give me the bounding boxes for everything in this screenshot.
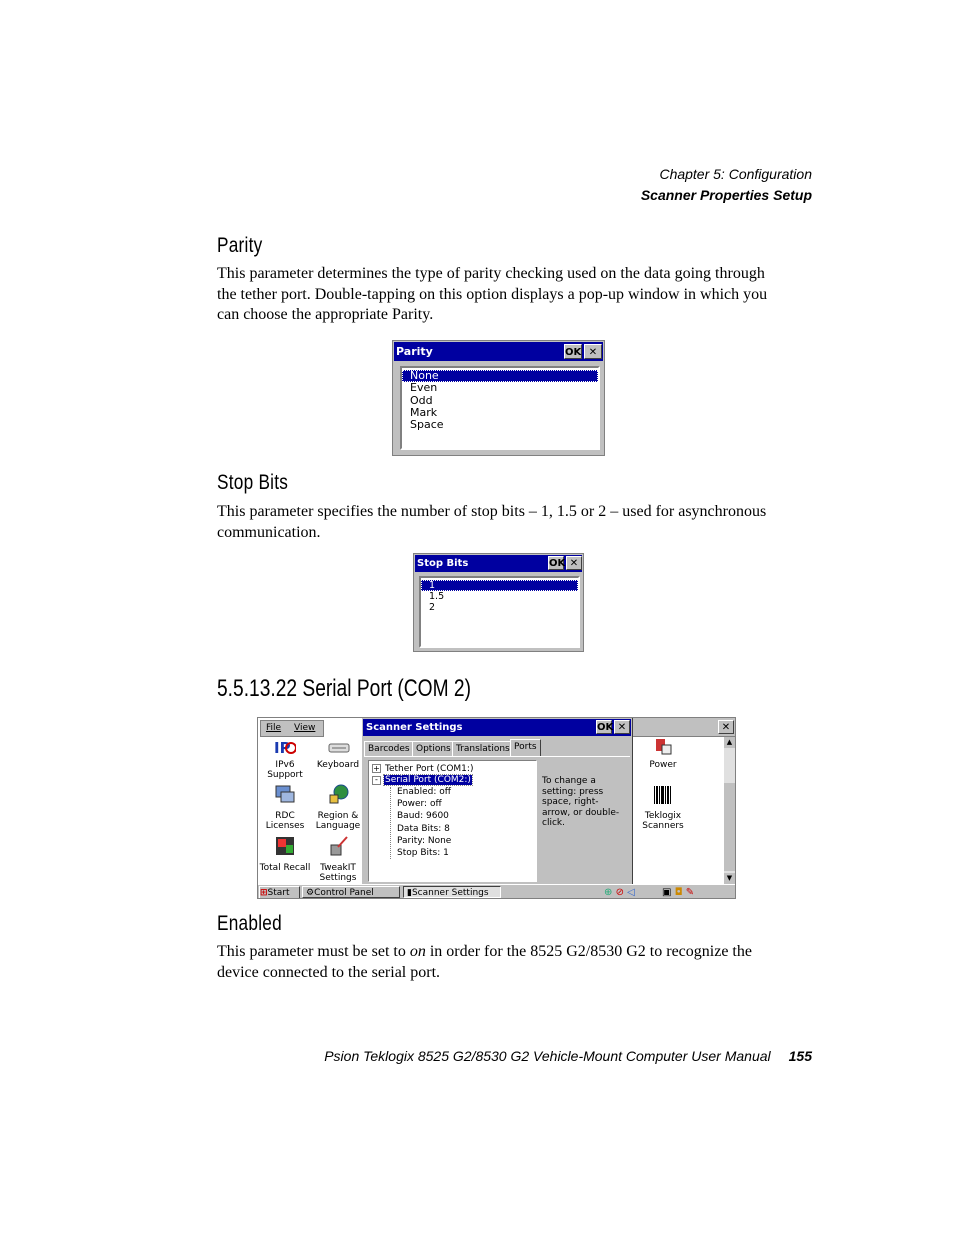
parity-paragraph: This parameter determines the type of parity checking used on the data going through the tether port. Double-tapping on this option displays a pop-up window in which you can choose the appropriate Parity. [217, 265, 768, 323]
ok-button[interactable]: OK [597, 722, 614, 733]
section-header: Scanner Properties Setup [640, 187, 812, 203]
tweakit-icon[interactable] [328, 835, 350, 857]
tree-item-setting[interactable]: Baud: 9600 [397, 811, 449, 822]
taskbar [258, 884, 736, 899]
task-scanner-settings-label: Scanner Settings [411, 888, 489, 898]
stopbits-option[interactable]: 1 [421, 580, 578, 591]
scanner-settings-screenshot [257, 717, 736, 899]
region-language-label: Region & Language [315, 811, 361, 831]
parity-option[interactable]: Space [410, 418, 444, 432]
tree-item-setting[interactable]: Power: off [397, 799, 442, 810]
task-scanner-settings[interactable] [403, 886, 501, 898]
tree-item-setting[interactable]: Parity: None [397, 835, 452, 846]
stopbits-dialog [413, 553, 584, 652]
tab-ports[interactable]: Ports [510, 739, 541, 757]
scanner-settings-titlebar [363, 719, 631, 736]
start-button[interactable] [259, 886, 300, 899]
enabled-text-em: on [409, 943, 426, 960]
menu-view[interactable]: View [294, 723, 316, 733]
svg-text:IP: IP [274, 739, 291, 757]
teklogix-scanners-label: Teklogix Scanners [642, 811, 684, 831]
rdc-licenses-icon[interactable] [274, 783, 296, 805]
page-number: 155 [788, 1048, 812, 1064]
enabled-text-before: This parameter must be set to [217, 943, 410, 960]
chapter-header: Chapter 5: Configuration [659, 166, 812, 182]
hint-text: To change a setting: press space, right-arrow, or double-click. [542, 776, 620, 828]
footer-title: Psion Teklogix 8525 G2/8530 G2 Vehicle-Mount Computer User Manual [324, 1048, 771, 1064]
page-footer [324, 1048, 812, 1064]
stopbits-heading: Stop Bits [217, 471, 289, 494]
tab-barcodes[interactable]: Barcodes [364, 741, 414, 756]
total-recall-icon[interactable] [274, 835, 296, 857]
stopbits-dialog-title: Stop Bits [417, 558, 469, 569]
close-icon[interactable]: ✕ [584, 344, 602, 359]
lock-icon[interactable]: ◘ [674, 887, 683, 898]
expand-icon[interactable]: + [373, 764, 380, 773]
scroll-up-icon[interactable]: ▲ [724, 737, 735, 748]
tab-translations[interactable]: Translations [452, 741, 514, 756]
stopbits-paragraph: This parameter specifies the number of stop bits – 1, 1.5 or 2 – used for asynchronous communication. [217, 503, 767, 541]
battery-icon[interactable]: ▣ [662, 887, 672, 898]
tree-item-setting[interactable]: Stop Bits: 1 [397, 848, 449, 858]
scanner-settings-window [362, 718, 633, 884]
system-tray [604, 887, 732, 899]
parity-options-list[interactable] [400, 366, 600, 450]
pen-icon[interactable]: ✎ [685, 887, 695, 898]
scanner-icon: ▮ [407, 888, 412, 898]
barcode-icon[interactable] [652, 784, 674, 806]
ipv6-icon[interactable] [274, 736, 296, 758]
close-icon[interactable]: ✕ [614, 720, 630, 734]
tree-item-tether[interactable]: Tether Port (COM1:) [385, 764, 474, 774]
power-icon[interactable] [652, 736, 674, 758]
windows-logo-icon: ⊞ [260, 888, 268, 898]
parity-dialog [392, 340, 605, 456]
tab-strip [364, 739, 630, 757]
tree-item-setting[interactable]: Enabled: off [397, 787, 451, 797]
task-control-panel-label: Control Panel [314, 888, 374, 898]
globe-icon[interactable] [328, 783, 350, 805]
total-recall-label: Total Recall [259, 863, 311, 873]
menu-file[interactable]: File [266, 723, 282, 733]
parity-option[interactable]: Even [410, 381, 438, 395]
tab-options[interactable]: Options [412, 741, 455, 756]
scanner-settings-title: Scanner Settings [366, 722, 463, 733]
parity-dialog-title: Parity [396, 345, 433, 358]
parity-option[interactable]: Mark [410, 405, 438, 419]
parity-dialog-titlebar [394, 342, 603, 361]
power-label: Power [649, 760, 677, 770]
right-pane [633, 718, 735, 884]
ipv6-label: IPv6 Support [267, 760, 303, 780]
parity-option[interactable]: Odd [410, 393, 433, 407]
network-icon[interactable]: ⊕ [604, 887, 613, 898]
ok-button[interactable]: OK [564, 344, 582, 359]
start-label: Start [267, 888, 290, 898]
stopbits-option[interactable]: 2 [429, 602, 436, 613]
stopbits-option[interactable]: 1.5 [429, 591, 445, 602]
parity-option[interactable]: None [402, 370, 598, 382]
tree-item-serial[interactable]: Serial Port (COM2:) [385, 775, 471, 785]
enabled-text-after: in order for the 8525 G2/8530 G2 to recognize the device connected to the serial port. [217, 943, 752, 981]
tree-line [390, 787, 391, 859]
rdc-licenses-label: RDC Licenses [265, 811, 305, 831]
task-control-panel[interactable] [302, 886, 400, 898]
ports-tree[interactable] [368, 760, 537, 882]
control-panel-icon: ⚙ [306, 888, 315, 898]
parity-heading: Parity [217, 234, 263, 257]
warning-icon[interactable]: ⊘ [615, 887, 624, 898]
enabled-paragraph [217, 942, 787, 983]
speaker-icon[interactable]: ◁ [627, 887, 635, 898]
tree-item-setting[interactable]: Data Bits: 8 [397, 823, 450, 834]
scroll-down-icon[interactable]: ▼ [724, 873, 735, 884]
close-icon[interactable]: ✕ [718, 720, 734, 734]
tweakit-label: TweakIT Settings [319, 863, 357, 883]
scroll-thumb[interactable] [724, 783, 735, 871]
stopbits-dialog-titlebar [415, 555, 582, 572]
menu-bar [260, 720, 324, 737]
keyboard-label: Keyboard [316, 760, 360, 770]
close-icon[interactable]: ✕ [566, 556, 582, 570]
collapse-icon[interactable]: - [372, 776, 381, 785]
stopbits-options-list[interactable] [419, 576, 580, 648]
keyboard-icon[interactable] [328, 736, 350, 758]
scrollbar[interactable] [724, 737, 735, 884]
enabled-heading: Enabled [217, 912, 282, 935]
ok-button[interactable]: OK [549, 558, 566, 569]
serial-port-heading: 5.5.13.22 Serial Port (COM 2) [217, 675, 471, 702]
